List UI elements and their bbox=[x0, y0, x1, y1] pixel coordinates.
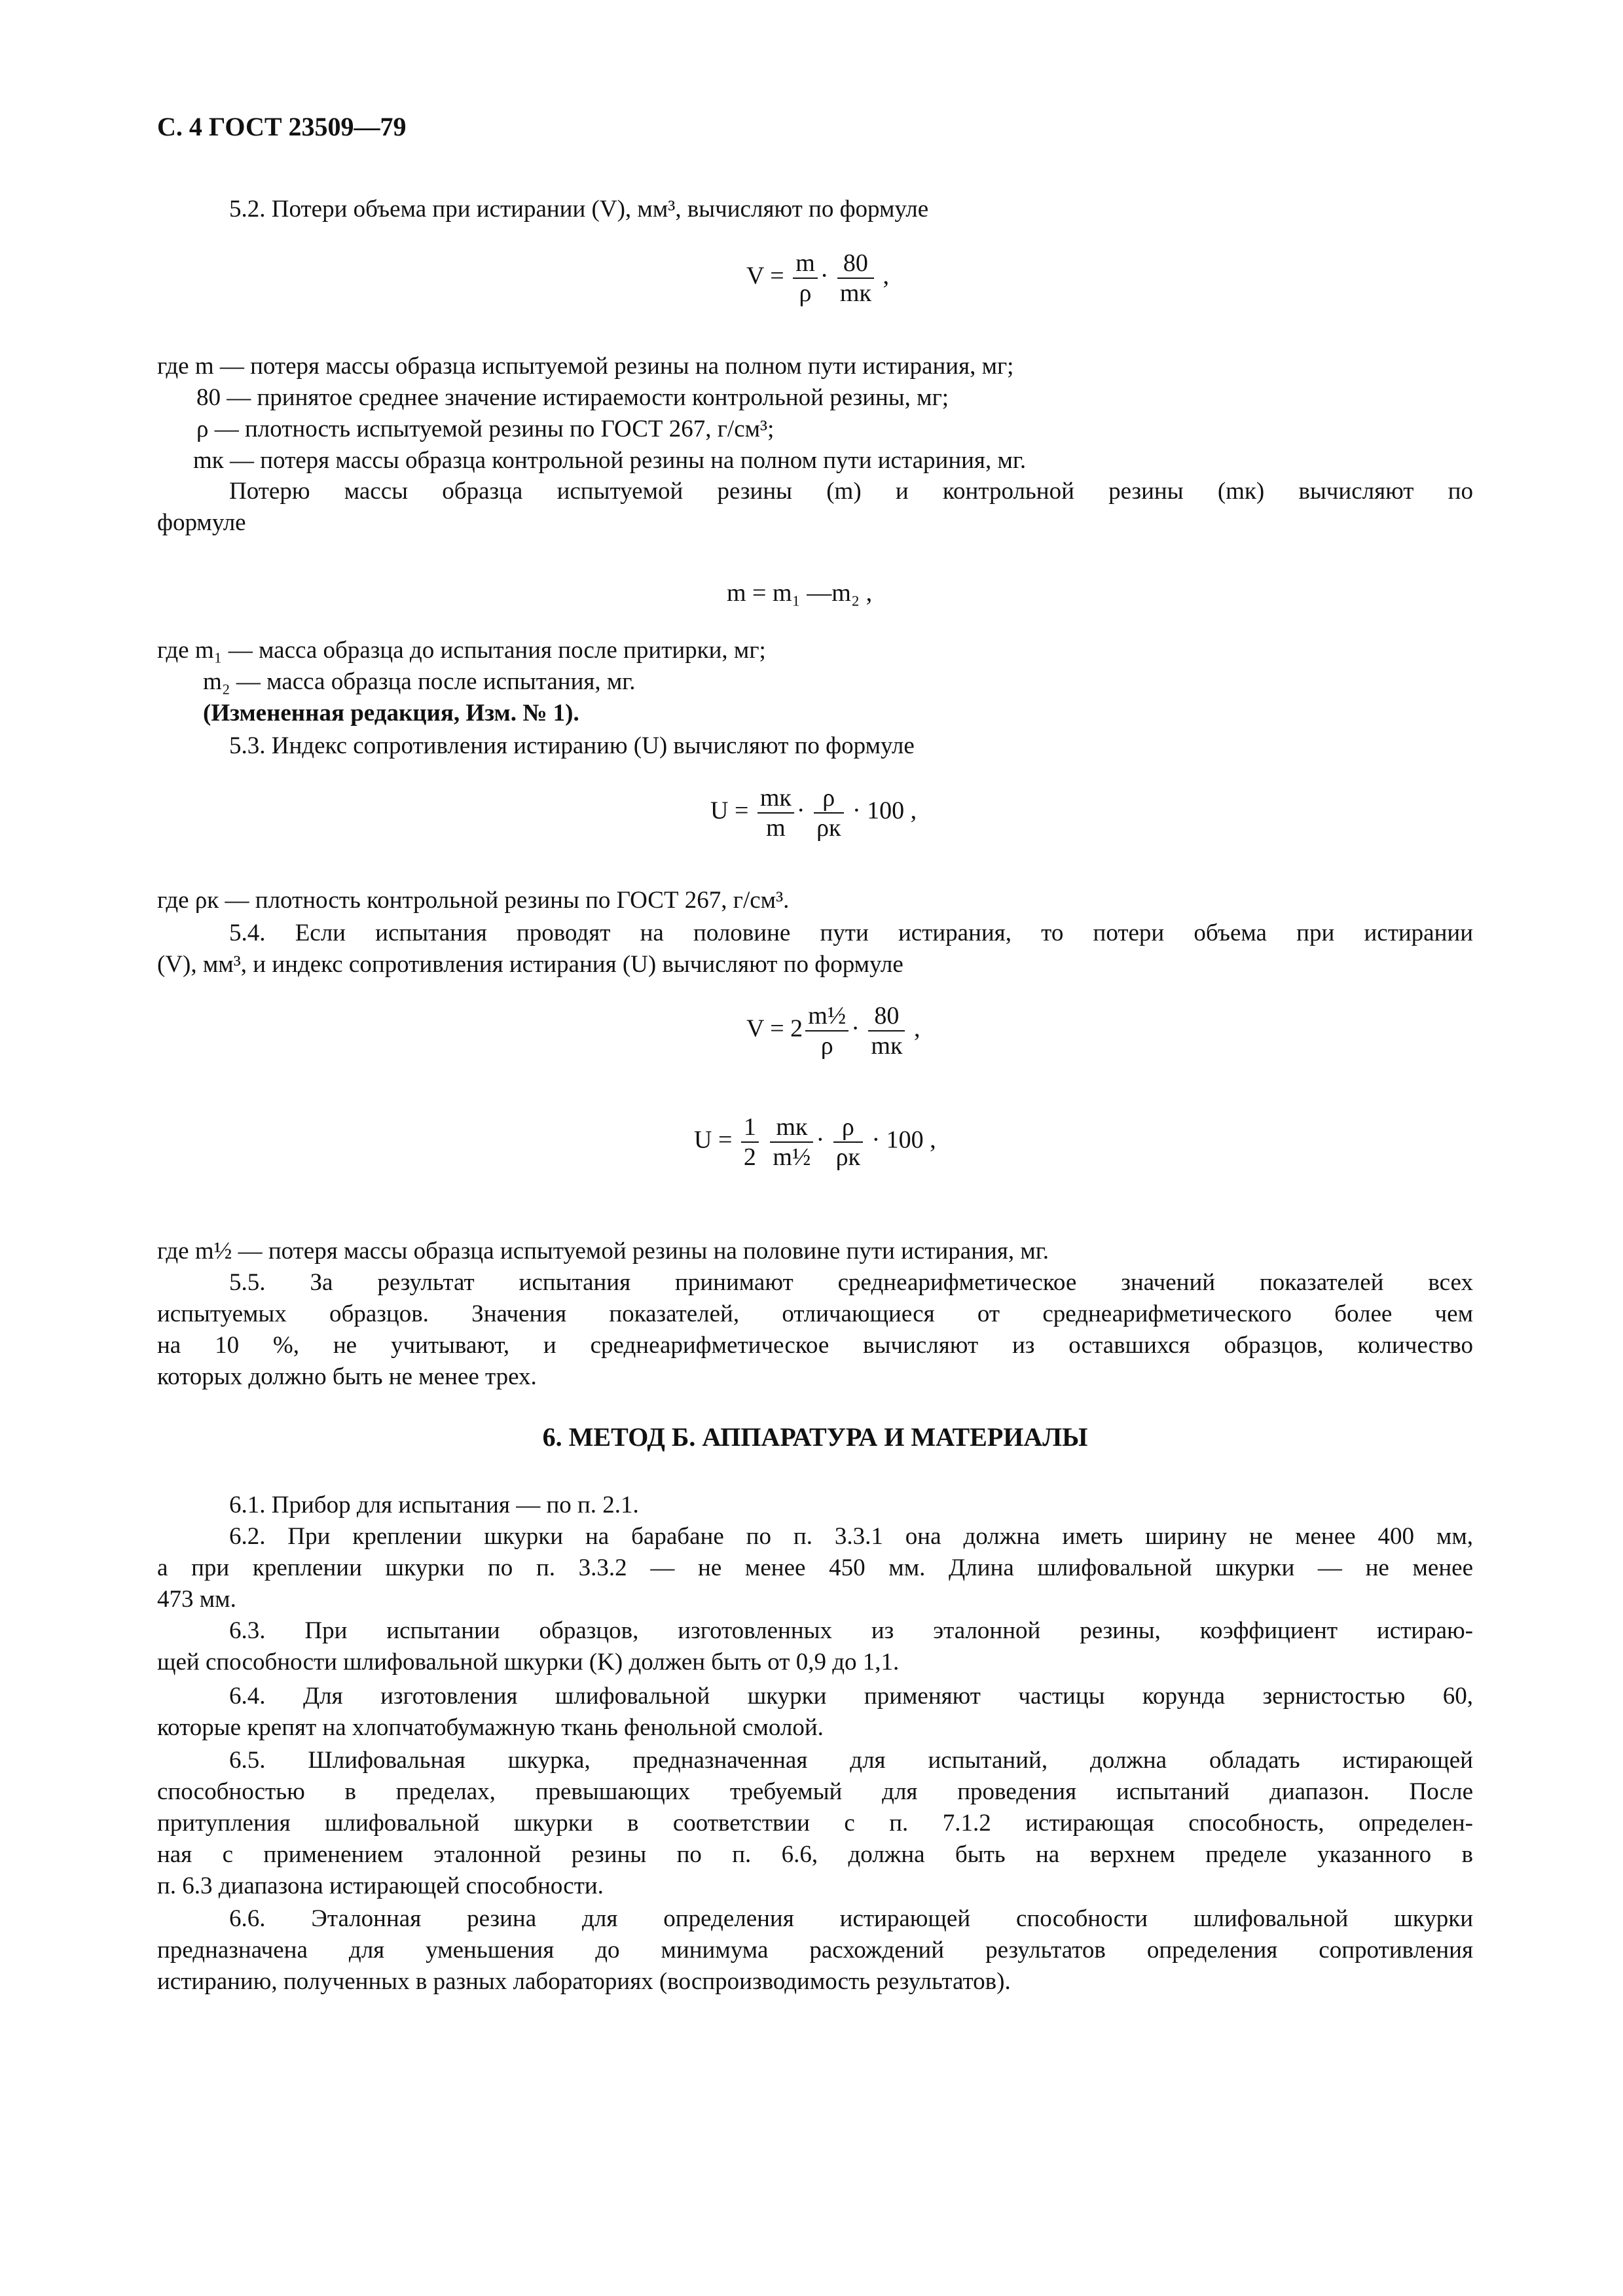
paragraph-5-4-line1: 5.4. Если испытания проводят на половине пути истирания, то потери объема при истирании bbox=[229, 920, 1473, 946]
page-header: С. 4 ГОСТ 23509—79 bbox=[157, 112, 407, 141]
where-m1: где m₁ — масса образца до испытания после притирки, мг; bbox=[157, 637, 766, 664]
paragraph-5-5-line2: испытуемых образцов. Значения показателей, отличающиеся от среднеарифметического более чем bbox=[157, 1300, 1473, 1327]
where-rhok: где ρк — плотность контрольной резины по ГОСТ 267, г/см³. bbox=[157, 887, 790, 914]
paragraph-5-5-line1: 5.5. За результат испытания принимают среднеарифметическое значений показателей всех bbox=[229, 1269, 1473, 1296]
where-m: где m — потеря массы образца испытуемой резины на полном пути истирания, мг; bbox=[157, 353, 1014, 380]
paragraph-5-4-line2: (V), мм³, и индекс сопротивления истирания (U) вычисляют по формуле bbox=[157, 951, 903, 978]
where-rho: ρ — плотность испытуемой резины по ГОСТ 267, г/см³; bbox=[196, 416, 775, 442]
paragraph-6-1: 6.1. Прибор для испытания — по п. 2.1. bbox=[229, 1492, 639, 1518]
paragraph-6-4-line2: которые крепят на хлопчатобумажную ткань фенольной смолой. bbox=[157, 1714, 824, 1741]
section-6-heading: 6. МЕТОД Б. АППАРАТУРА И МАТЕРИАЛЫ bbox=[542, 1422, 1088, 1452]
paragraph-5-5-line3: на 10 %, не учитывают, и среднеарифметическое вычисляют из оставшихся образцов, количество bbox=[157, 1332, 1473, 1359]
where-80: 80 — принятое среднее значение истираемости контрольной резины, мг; bbox=[196, 384, 949, 411]
paragraph-6-3-line2: щей способности шлифовальной шкурки (K) должен быть от 0,9 до 1,1. bbox=[157, 1649, 900, 1676]
paragraph-6-2-line2: а при креплении шкурки по п. 3.3.2 — не менее 450 мм. Длина шлифовальной шкурки — не менее bbox=[157, 1554, 1473, 1581]
paragraph-6-5-line3: притупления шлифовальной шкурки в соответствии с п. 7.1.2 истирающая способность, определен- bbox=[157, 1810, 1473, 1837]
paragraph-5-2: 5.2. Потери объема при истирании (V), мм³, вычисляют по формуле bbox=[229, 196, 929, 223]
paragraph-6-2-line1: 6.2. При креплении шкурки на барабане по п. 3.3.1 она должна иметь ширину не менее 400 мм, bbox=[229, 1523, 1473, 1550]
formula-resistance-index-half: U = $\frac{1}{2}$ $\frac{mк}{\text{m½}}$ · $\frac{\rho}{\rho к}$ · 100 , bbox=[694, 1113, 936, 1171]
paragraph-6-3-line1: 6.3. При испытании образцов, изготовленных из эталонной резины, коэффициент истираю- bbox=[229, 1617, 1473, 1644]
paragraph-6-6-line2: предназначена для уменьшения до минимума расхождений результатов определения сопротивления bbox=[157, 1937, 1473, 1964]
paragraph-5-5-line4: которых должно быть не менее трех. bbox=[157, 1363, 537, 1390]
where-mk: mк — потеря массы образца контрольной резины на полном пути истариния, мг. bbox=[193, 447, 1027, 474]
paragraph-mass-loss-line1: Потерю массы образца испытуемой резины (m) и контрольной резины (mк) вычисляют по bbox=[229, 478, 1473, 505]
paragraph-6-2-line3: 473 мм. bbox=[157, 1586, 236, 1613]
formula-volume-loss-half: V = 2 $\frac{\text{m½}}{\rho}$ · $\frac{80}{mк}$ , bbox=[746, 1002, 921, 1060]
paragraph-6-4-line1: 6.4. Для изготовления шлифовальной шкурки применяют частицы корунда зернистостью 60, bbox=[229, 1683, 1473, 1710]
where-m-half: где m½ — потеря массы образца испытуемой резины на половине пути истирания, мг. bbox=[157, 1238, 1049, 1265]
amendment-note: (Измененная редакция, Изм. № 1). bbox=[203, 700, 579, 726]
formula-volume-loss: V = $\frac{m}{\rho}$ · $\frac{80}{mк}$ , bbox=[746, 249, 889, 307]
paragraph-5-3: 5.3. Индекс сопротивления истиранию (U) вычисляют по формуле bbox=[229, 732, 915, 759]
formula-resistance-index: U = $\frac{mк}{m}$ · $\frac{\rho}{\rho к}$ · 100 , bbox=[710, 784, 917, 842]
paragraph-6-5-line2: способностью в пределах, превышающих требуемый для проведения испытаний диапазон. После bbox=[157, 1778, 1473, 1805]
paragraph-6-6-line3: истиранию, полученных в разных лабораториях (воспроизводимость результатов). bbox=[157, 1968, 1011, 1995]
where-m2: m₂ — масса образца после испытания, мг. bbox=[203, 668, 636, 695]
paragraph-6-5-line1: 6.5. Шлифовальная шкурка, предназначенная для испытаний, должна обладать истирающей bbox=[229, 1747, 1473, 1774]
paragraph-6-6-line1: 6.6. Эталонная резина для определения истирающей способности шлифовальной шкурки bbox=[229, 1905, 1473, 1932]
paragraph-6-5-line4: ная с применением эталонной резины по п. 6.6, должна быть на верхнем пределе указанного в bbox=[157, 1841, 1473, 1868]
paragraph-mass-loss-line2: формуле bbox=[157, 509, 246, 536]
paragraph-6-5-line5: п. 6.3 диапазона истирающей способности. bbox=[157, 1873, 604, 1899]
formula-mass-loss: m = m₁ —m₂ , bbox=[727, 579, 873, 607]
